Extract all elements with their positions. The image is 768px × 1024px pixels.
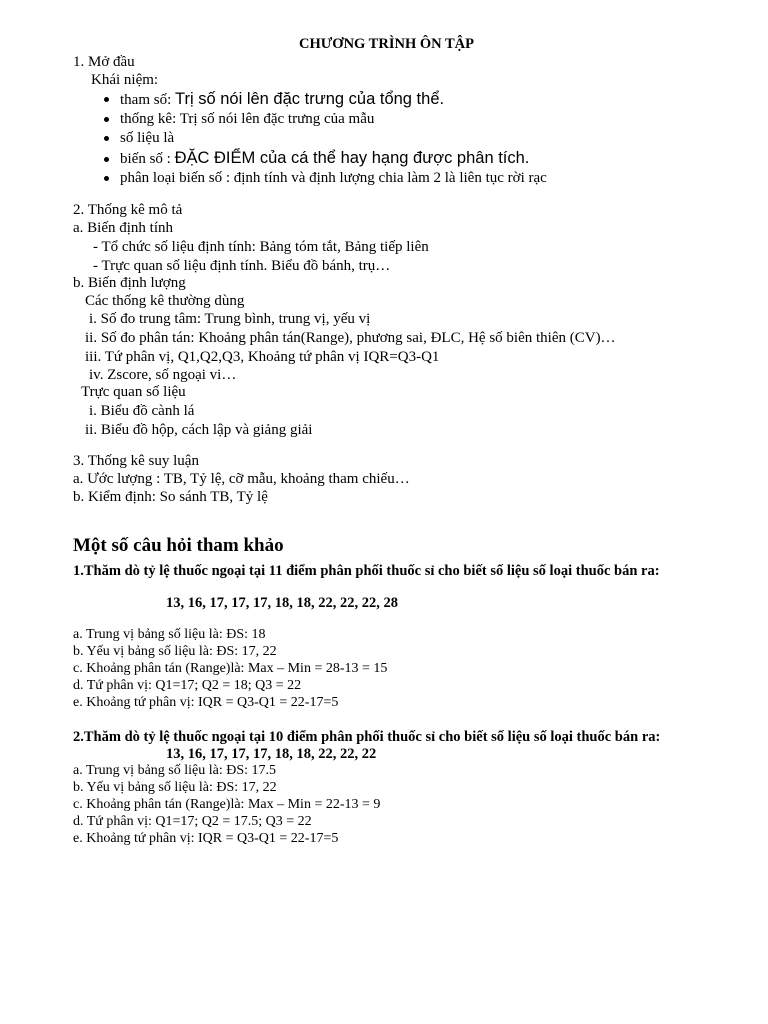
bullet-definition: ĐẶC ĐIỂM của cá thể hay hạng được phân tích. [174,149,530,167]
reference-heading: Một số câu hỏi tham khảo [73,535,284,556]
answer-line: a. Trung vị bảng số liệu là: ĐS: 18 [73,627,266,642]
bullet-label: tham số: [120,92,175,108]
bullet-item: thống kê: Trị số nói lên đặc trưng của mẫu [120,111,375,127]
list-item: a. Ước lượng : TB, Tỷ lệ, cỡ mẫu, khoảng tham chiếu… [73,471,410,487]
bullet-dot-icon [104,117,109,122]
answer-line: c. Khoảng phân tán (Range)là: Max – Min = 22-13 = 9 [73,797,381,812]
list-item: b. Kiểm định: So sánh TB, Tỷ lệ [73,489,268,505]
list-item: - Trực quan số liệu định tính. Biểu đồ bánh, trụ… [93,258,391,274]
bullet-dot-icon [104,157,109,162]
section-1-heading: 1. Mở đầu [73,54,135,70]
answer-line: e. Khoảng tứ phân vị: IQR = Q3-Q1 = 22-17=5 [73,831,339,846]
list-item: ii. Biểu đồ hộp, cách lập và giảng giải [85,422,313,438]
question-1: 1.Thăm dò tỷ lệ thuốc ngoại tại 11 điểm phân phối thuốc sỉ cho biết số liệu số loại thuốc bán ra: [73,563,660,579]
answer-line: d. Tứ phân vị: Q1=17; Q2 = 17.5; Q3 = 22 [73,814,312,829]
answer-line: a. Trung vị bảng số liệu là: ĐS: 17.5 [73,763,277,778]
bullet-definition: Trị số nói lên đặc trưng của tổng thể. [175,90,445,108]
list-item: iii. Tứ phân vị, Q1,Q2,Q3, Khoảng tứ phân vị IQR=Q3-Q1 [85,349,440,365]
section-3-heading: 3. Thống kê suy luận [73,453,199,469]
subsection-a: a. Biến định tính [73,220,173,236]
section-2-heading: 2. Thống kê mô tả [73,202,183,218]
list-item: ii. Số đo phân tán: Khoảng phân tán(Range), phương sai, ĐLC, Hệ số biên thiên (CV)… [85,330,616,346]
question-1-data: 13, 16, 17, 17, 17, 18, 18, 22, 22, 22, 28 [166,595,398,611]
bullet-item [120,149,529,168]
concept-label: Khái niệm: [91,72,159,88]
document-title: CHƯƠNG TRÌNH ÔN TẬP [299,36,474,52]
question-2: 2.Thăm dò tỷ lệ thuốc ngoại tại 10 điểm phân phối thuốc sỉ cho biết số liệu số loại thuốc bán ra: [73,729,661,745]
list-item: iv. Zscore, số ngoại vi… [89,367,237,383]
subheading: Trực quan số liệu [81,384,186,400]
bullet-dot-icon [104,176,109,181]
bullet-item [120,90,444,109]
answer-line: c. Khoảng phân tán (Range)là: Max – Min = 28-13 = 15 [73,661,388,676]
list-item: i. Biểu đồ cành lá [89,403,195,419]
list-item: i. Số đo trung tâm: Trung bình, trung vị, yếu vị [89,311,371,327]
bullet-label: biến số : [120,151,175,167]
question-2-data: 13, 16, 17, 17, 17, 18, 18, 22, 22, 22 [166,746,377,762]
list-item: - Tổ chức số liệu định tính: Bảng tóm tắt, Bảng tiếp liên [93,239,429,255]
bullet-dot-icon [104,136,109,141]
answer-line: b. Yếu vị bảng số liệu là: ĐS: 17, 22 [73,780,277,795]
answer-line: d. Tứ phân vị: Q1=17; Q2 = 18; Q3 = 22 [73,678,302,693]
subsection-b: b. Biến định lượng [73,275,186,291]
bullet-dot-icon [104,97,109,102]
bullet-item: số liệu là [120,130,175,146]
subheading: Các thống kê thường dùng [85,293,245,309]
answer-line: b. Yếu vị bảng số liệu là: ĐS: 17, 22 [73,644,277,659]
answer-line: e. Khoảng tứ phân vị: IQR = Q3-Q1 = 22-17=5 [73,695,339,710]
bullet-item: phân loại biến số : định tính và định lượng chia làm 2 là liên tục rời rạc [120,170,547,186]
